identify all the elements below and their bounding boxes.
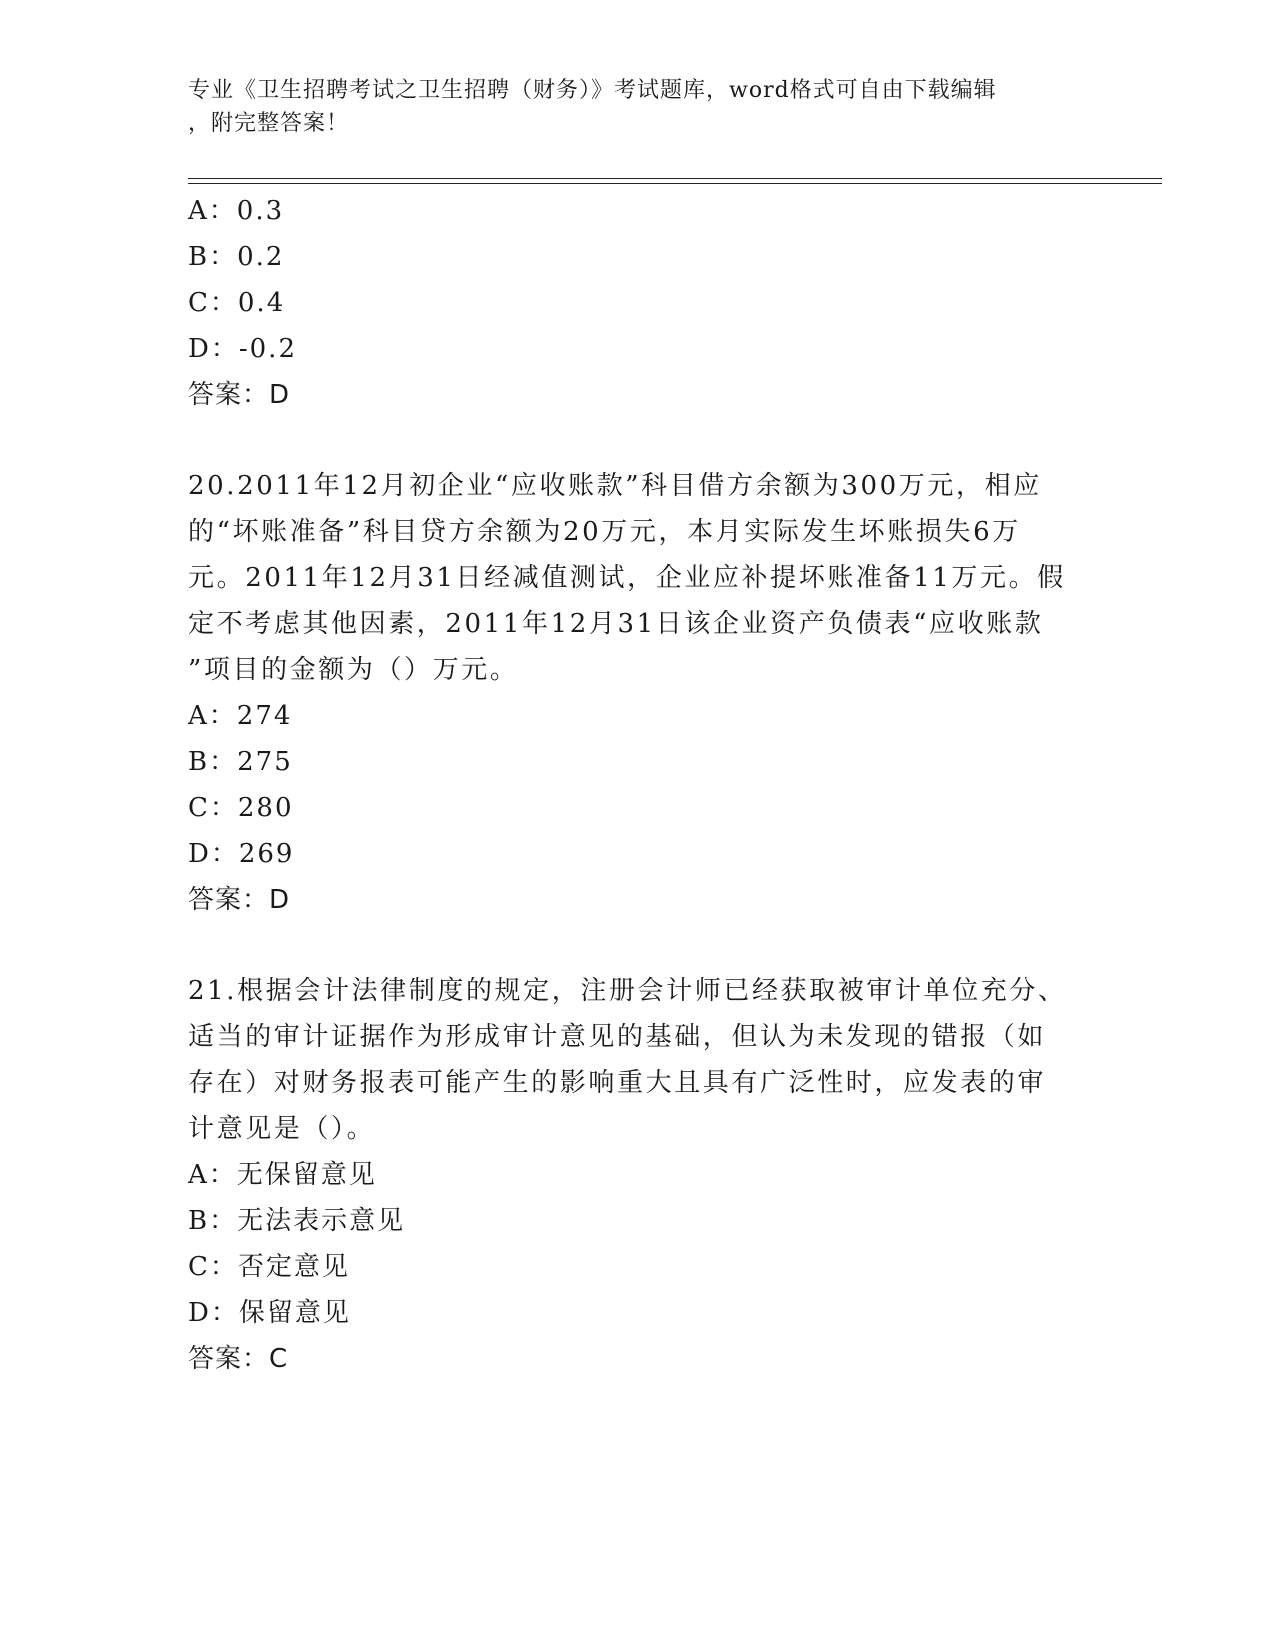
option-c: C：否定意见: [188, 1252, 350, 1282]
option-b: B：0.2: [188, 242, 285, 272]
answer-line: 答案：D: [188, 885, 291, 915]
option-c: C：0.4: [188, 288, 286, 318]
question-text-line: 21.根据会计法律制度的规定，注册会计师已经获取被审计单位充分、: [188, 976, 1067, 1006]
question-text-line: 20.2011年12月初企业“应收账款”科目借方余额为300万元，相应: [188, 471, 1042, 501]
option-a: A：274: [188, 701, 293, 731]
header-line-2: ，附完整答案！: [188, 111, 350, 136]
question-text-line: ”项目的金额为（）万元。: [188, 655, 519, 685]
question-20: [188, 463, 1088, 923]
document-header: [188, 74, 1068, 140]
option-d: D：保留意见: [188, 1298, 351, 1328]
question-text-line: 存在）对财务报表可能产生的影响重大且具有广泛性时，应发表的审: [188, 1068, 1047, 1098]
option-a: A：0.3: [188, 196, 285, 226]
header-divider-top: [188, 178, 1162, 179]
question-content: [188, 188, 1088, 1382]
answer-line: 答案：D: [188, 380, 291, 410]
header-line-1: 专业《卫生招聘考试之卫生招聘（财务）》考试题库，word格式可自由下载编辑: [188, 78, 997, 103]
option-c: C：280: [188, 793, 294, 823]
header-divider-bottom: [188, 183, 1162, 184]
option-d: D：269: [188, 839, 295, 869]
answer-line: 答案：C: [188, 1344, 289, 1374]
option-d: D：-0.2: [188, 334, 297, 364]
question-text-line: 的“坏账准备”科目贷方余额为20万元，本月实际发生坏账损失6万: [188, 517, 1021, 547]
question-21: [188, 968, 1088, 1382]
option-a: A：无保留意见: [188, 1160, 377, 1190]
question-text-line: 定不考虑其他因素，2011年12月31日该企业资产负债表“应收账款: [188, 609, 1044, 639]
question-text-line: 适当的审计证据作为形成审计意见的基础，但认为未发现的错报（如: [188, 1022, 1047, 1052]
question-19-tail: [188, 188, 1088, 418]
question-text-line: 计意见是（）。: [188, 1114, 376, 1144]
option-b: B：275: [188, 747, 293, 777]
question-text-line: 元。2011年12月31日经减值测试，企业应补提坏账准备11万元。假: [188, 563, 1066, 593]
option-b: B：无法表示意见: [188, 1206, 406, 1236]
